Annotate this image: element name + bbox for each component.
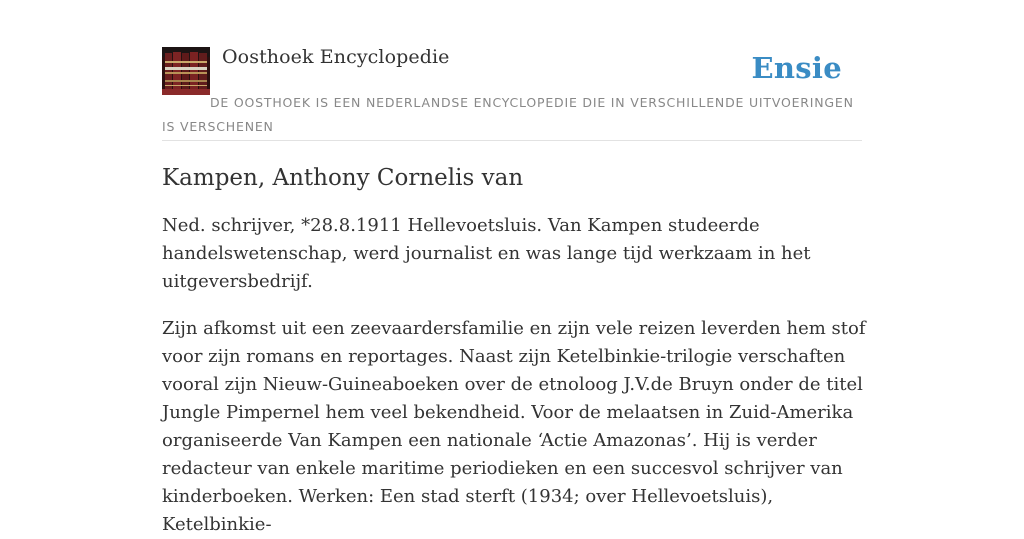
book-spines-icon (162, 47, 210, 95)
article-paragraph: Zijn afkomst uit een zeevaardersfamilie en zijn vele reizen leverden hem stof voor zijn romans en reportages. Naast zijn Ketelbinkie-trilogie verschaften vooral zijn Nieuw-Guineaboeken over de etnoloog J.V.de Bruyn onder de titel Jungle Pimpernel hem veel bekendheid. Voor de melaatsen in Zuid-Amerika organiseerde Van Kampen een nationale ‘Actie Amazonas’. Hij is verder redacteur van enkele maritime periodieken en een succesvol schrijver van kinderboeken. Werken: Een stad sterft (1934; over Hellevoetsluis), Ketelbinkie- (162, 318, 866, 535)
article-title: Kampen, Anthony Cornelis van (162, 165, 524, 191)
brand-logo[interactable]: Ensie (751, 51, 842, 85)
article-paragraph: Ned. schrijver, *28.8.1911 Hellevoetsluis. Van Kampen studeerde handelswetenschap, werd journalist en was lange tijd werkzaam in het uitgeversbedrijf. (162, 215, 811, 292)
site-header (162, 46, 862, 141)
article (162, 158, 866, 539)
site-name[interactable]: Oosthoek Encyclopedie (222, 46, 450, 68)
site-tagline: DE OOSTHOEK IS EEN NEDERLANDSE ENCYCLOPEDIE DIE IN VERSCHILLENDE UITVOERINGEN IS VERSCHENEN (162, 95, 854, 134)
site-avatar[interactable] (162, 47, 210, 95)
